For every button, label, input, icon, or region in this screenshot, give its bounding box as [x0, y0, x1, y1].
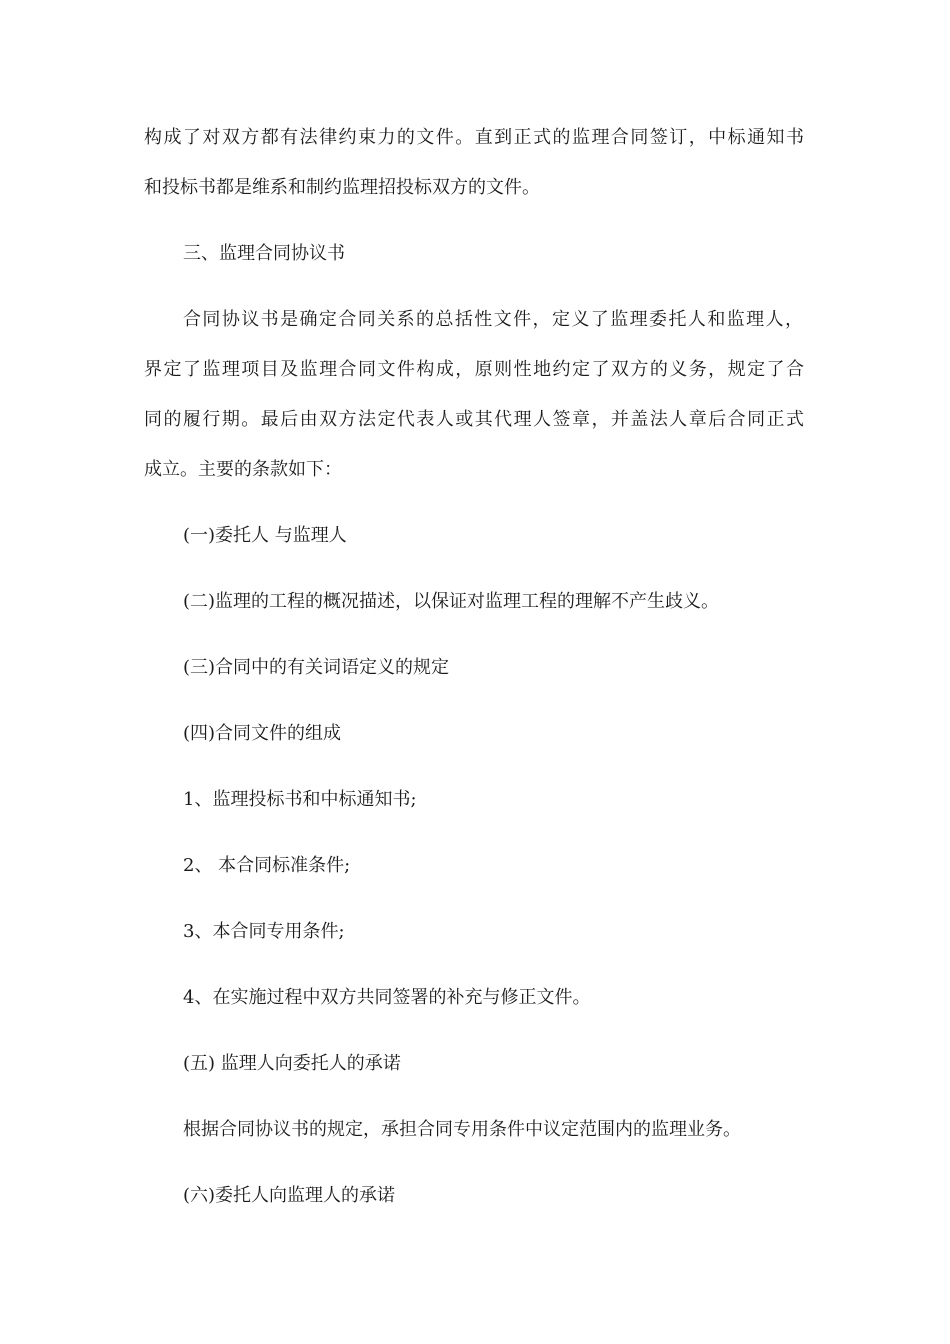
- sub-list-item: 2、 本合同标准条件;: [183, 855, 351, 876]
- paragraph-line: 合同协议书是确定合同关系的总括性文件，定义了监理委托人和监理人，: [183, 309, 803, 330]
- sub-list-item: 3、本合同专用条件;: [183, 921, 345, 942]
- paragraph-line: 界定了监理项目及监理合同文件构成，原则性地约定了双方的义务，规定了合: [144, 359, 804, 380]
- list-item: (四)合同文件的组成: [183, 723, 342, 744]
- list-item: (二)监理的工程的概况描述，以保证对监理工程的理解不产生歧义。: [183, 591, 720, 612]
- list-item: (五) 监理人向委托人的承诺: [183, 1053, 401, 1074]
- paragraph-line: 根据合同协议书的规定，承担合同专用条件中议定范围内的监理业务。: [183, 1119, 741, 1140]
- paragraph-line: 同的履行期。最后由双方法定代表人或其代理人签章，并盖法人章后合同正式: [144, 409, 804, 430]
- paragraph-line: 和投标书都是维系和制约监理招投标双方的文件。: [144, 177, 540, 198]
- paragraph-line: 成立。主要的条款如下：: [144, 459, 342, 480]
- paragraph-line: 构成了对双方都有法律约束力的文件。直到正式的监理合同签订，中标通知书: [144, 127, 804, 148]
- sub-list-item: 4、在实施过程中双方共同签署的补充与修正文件。: [183, 987, 591, 1008]
- section-heading: 三、监理合同协议书: [183, 243, 345, 264]
- list-item: (六)委托人向监理人的承诺: [183, 1185, 396, 1206]
- list-item: (一)委托人 与监理人: [183, 525, 347, 546]
- list-item: (三)合同中的有关词语定义的规定: [183, 657, 450, 678]
- sub-list-item: 1、监理投标书和中标通知书;: [183, 789, 417, 810]
